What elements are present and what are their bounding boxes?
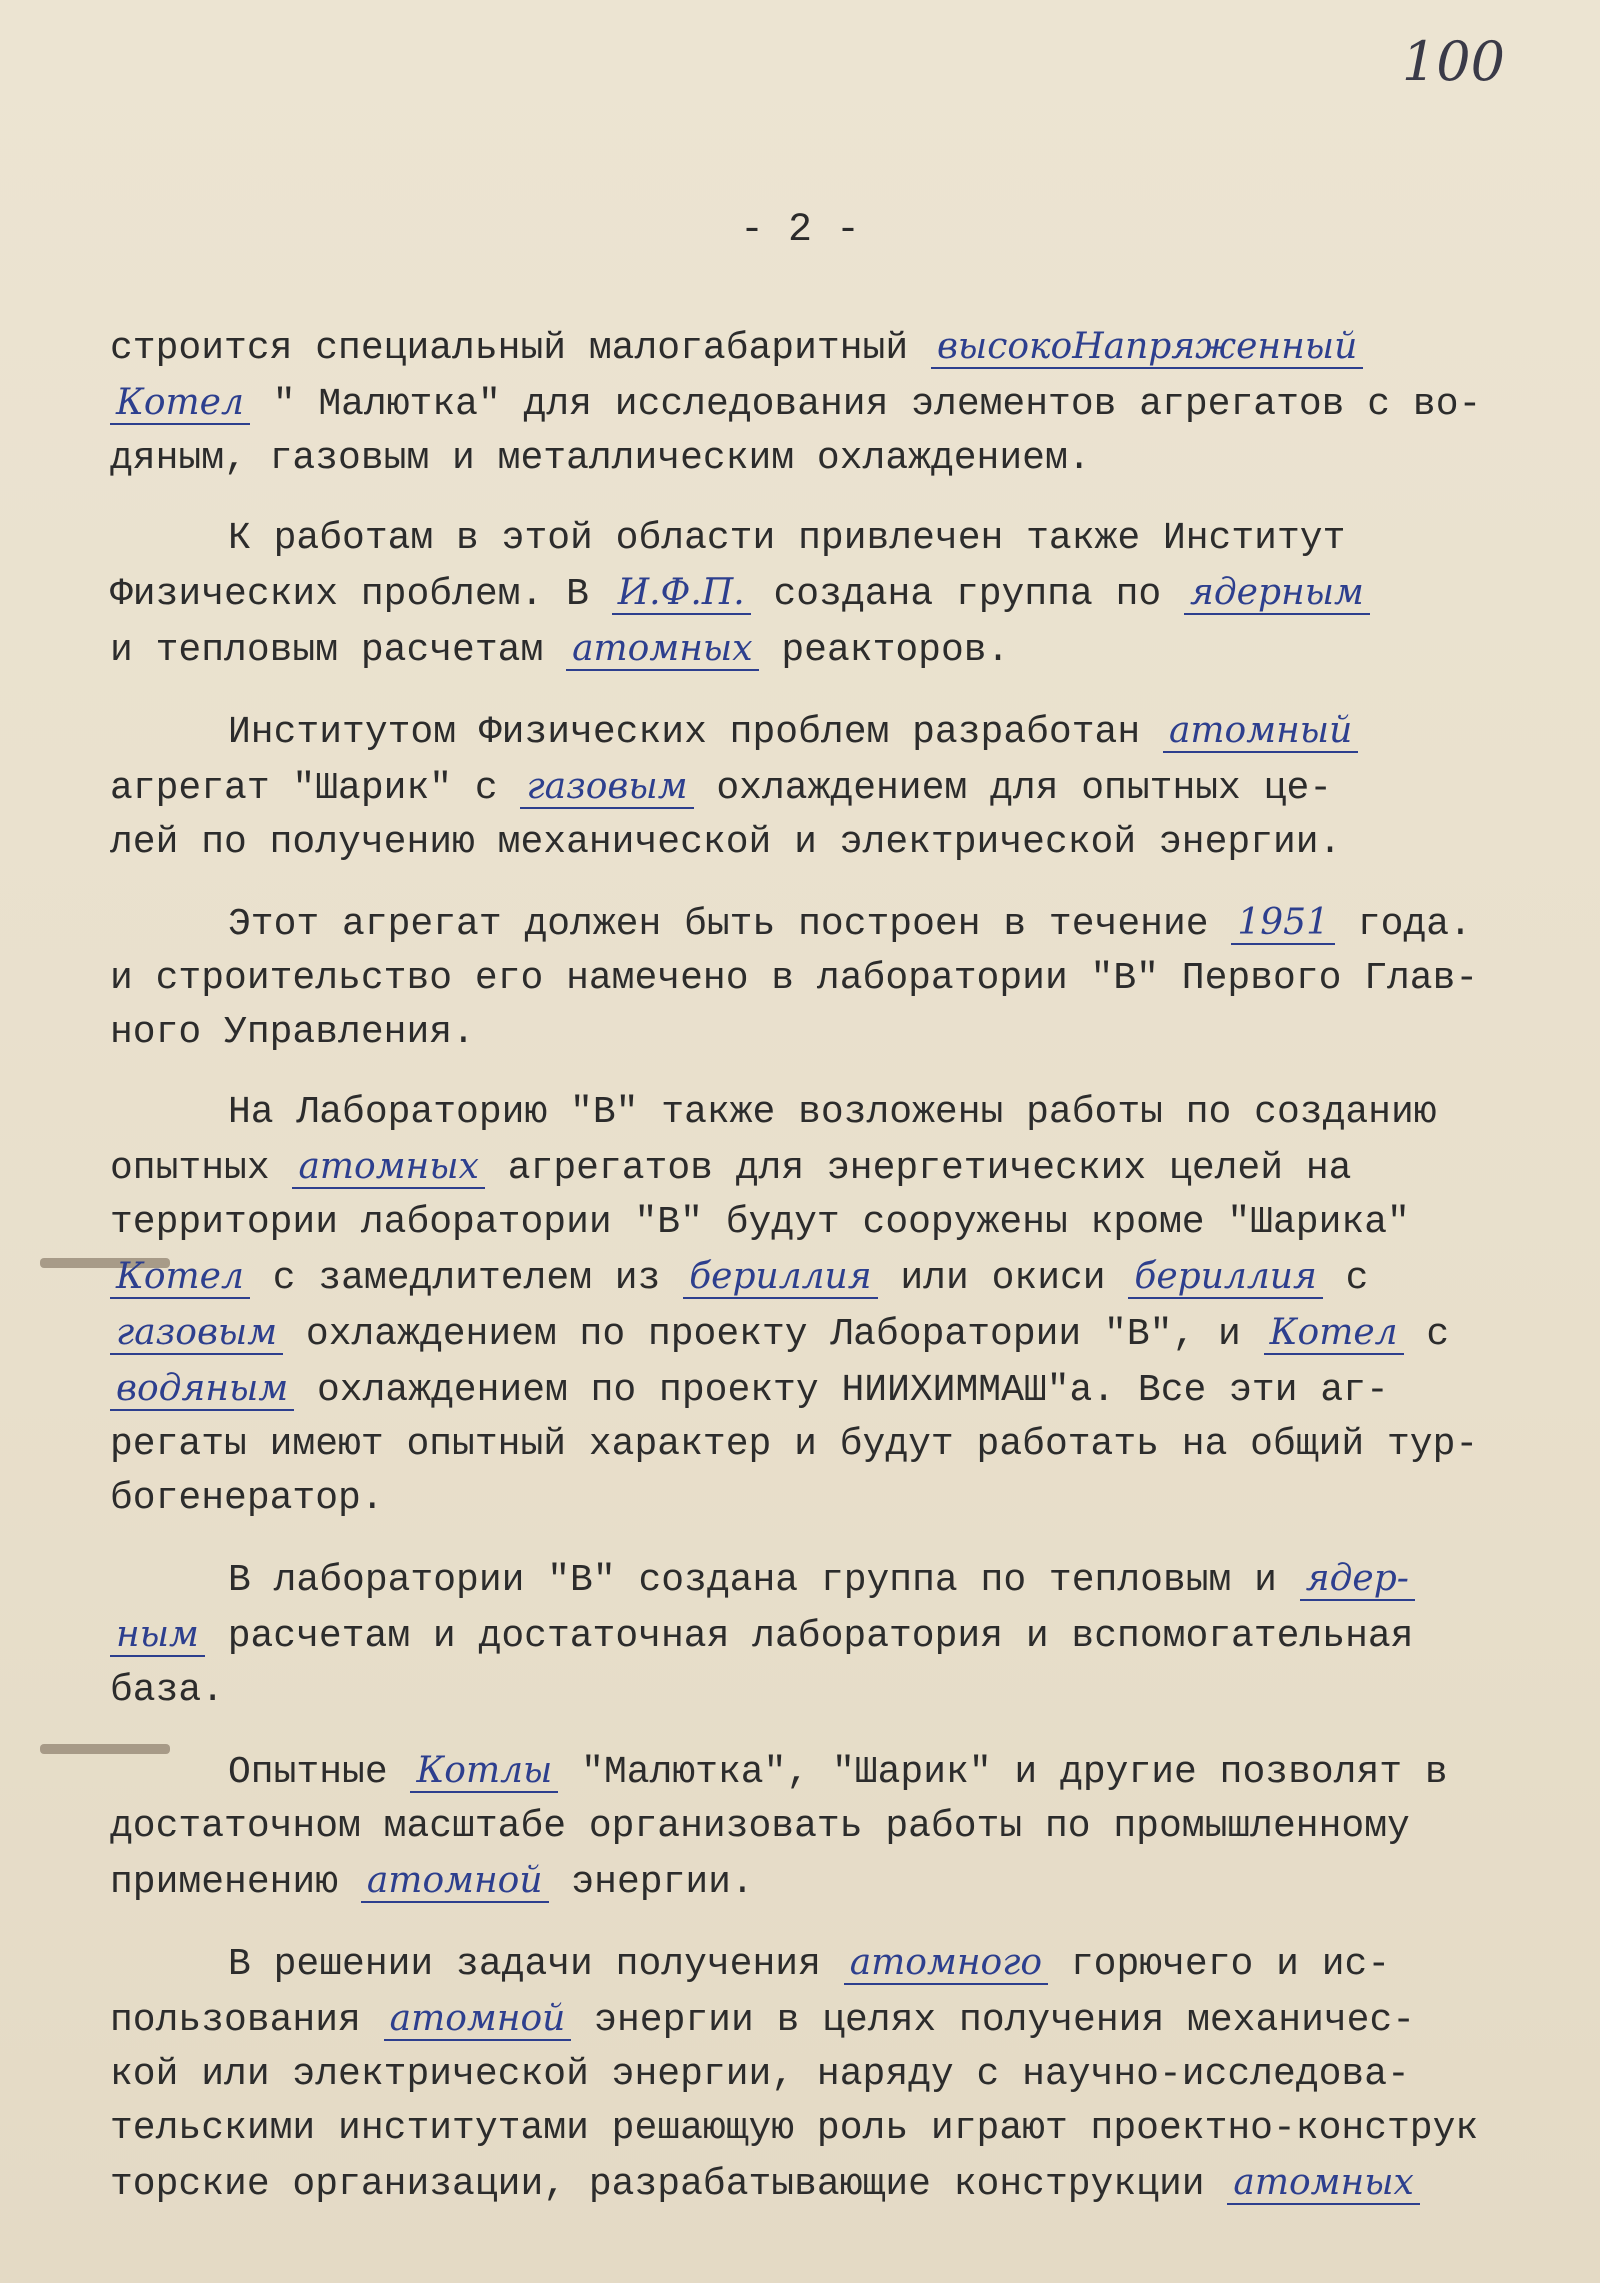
- typed-text: На Лабораторию "В" также возложены работы по созданию: [228, 1091, 1437, 1134]
- text-line: [110, 566, 1580, 622]
- text-line: [110, 1608, 1580, 1664]
- typed-text: реакторов.: [758, 629, 1010, 672]
- paragraph: [110, 320, 1580, 486]
- handwritten-insert: Котел: [110, 382, 250, 425]
- handwritten-insert: атомных: [1227, 2162, 1419, 2205]
- typed-text: регаты имеют опытный характер и будут работать на общий тур-: [110, 1423, 1479, 1466]
- paragraph: [110, 1936, 1580, 2212]
- text-line: [110, 1936, 1580, 1992]
- typed-text: с: [1322, 1257, 1369, 1300]
- handwritten-insert: атомных: [566, 628, 758, 671]
- text-line: [110, 512, 1580, 566]
- typed-text: В лаборатории "В" создана группа по тепловым и: [228, 1559, 1300, 1602]
- text-line: [110, 1250, 1580, 1306]
- typed-text: достаточном масштабе организовать работы по промышленному: [110, 1805, 1410, 1848]
- page-number: - 2 -: [739, 208, 861, 253]
- text-line: [110, 1800, 1580, 1854]
- text-line: [110, 2048, 1580, 2102]
- text-line: [110, 1854, 1580, 1910]
- text-line: [110, 1418, 1580, 1472]
- text-line: [110, 1006, 1580, 1060]
- handwritten-insert: газовым: [520, 766, 693, 809]
- typed-text: ного Управления.: [110, 1011, 475, 1054]
- typed-text: расчетам и достаточная лаборатория и вспомогательная: [204, 1615, 1414, 1658]
- typed-text: тельскими институтами решающую роль играют проектно-конструк: [110, 2107, 1479, 2150]
- typed-text: охлаждением по проекту Лаборатории "В", и: [283, 1313, 1264, 1356]
- handwritten-insert: ным: [110, 1614, 205, 1657]
- typed-text: пользования: [110, 1999, 384, 2042]
- text-line: [110, 320, 1580, 376]
- typed-text: дяным, газовым и металлическим охлаждением.: [110, 437, 1091, 480]
- handwritten-insert: газовым: [110, 1312, 283, 1355]
- paragraph: [110, 512, 1580, 678]
- typed-text: богенератор.: [110, 1477, 384, 1520]
- typed-text: с: [1403, 1313, 1450, 1356]
- text-line: [110, 896, 1580, 952]
- text-line: [110, 1196, 1580, 1250]
- handwritten-insert: высокоНапряженный: [931, 326, 1363, 369]
- text-line: [110, 1362, 1580, 1418]
- paragraph: [110, 896, 1580, 1060]
- paragraph: [110, 704, 1580, 870]
- text-line: [110, 1306, 1580, 1362]
- typed-text: и тепловым расчетам: [110, 629, 567, 672]
- typed-text: опытных: [110, 1147, 293, 1190]
- handwritten-insert: атомной: [384, 1998, 572, 2041]
- typed-text: "Малютка", "Шарик" и другие позволят в: [558, 1751, 1448, 1794]
- typed-text: и строительство его намечено в лаборатории "В" Первого Глав-: [110, 957, 1479, 1000]
- typed-text: энергии в целях получения механичес-: [571, 1999, 1416, 2042]
- handwritten-insert: ядер-: [1300, 1558, 1415, 1601]
- typed-body: [110, 320, 1580, 2238]
- typed-text: или окиси: [877, 1257, 1129, 1300]
- handwritten-insert: атомных: [292, 1146, 484, 1189]
- text-line: [110, 376, 1580, 432]
- typed-text: создана группа по: [750, 573, 1184, 616]
- typed-text: территории лаборатории "В" будут сооружены кроме "Шарика": [110, 1201, 1410, 1244]
- text-line: [110, 432, 1580, 486]
- handwritten-insert: ядерным: [1184, 572, 1370, 615]
- handwritten-insert: И.Ф.П.: [612, 572, 751, 615]
- text-line: [110, 952, 1580, 1006]
- handwritten-insert: бериллия: [683, 1256, 877, 1299]
- typed-text: применению: [110, 1861, 361, 1904]
- typed-text: кой или электрической энергии, наряду с научно-исследова-: [110, 2053, 1410, 2096]
- handwritten-insert: атомный: [1163, 710, 1358, 753]
- typed-text: лей по получению механической и электрической энергии.: [110, 821, 1342, 864]
- text-line: [110, 704, 1580, 760]
- text-line: [110, 1472, 1580, 1526]
- paragraph: [110, 1744, 1580, 1910]
- handwritten-insert: водяным: [110, 1368, 294, 1411]
- text-line: [110, 622, 1580, 678]
- typed-text: Физических проблем. В: [110, 573, 612, 616]
- text-line: [110, 1140, 1580, 1196]
- typed-text: охлаждением по проекту НИИХИММАШ"а. Все эти аг-: [294, 1369, 1389, 1412]
- typed-text: горючего и ис-: [1048, 1943, 1391, 1986]
- handwritten-insert: Котел: [1264, 1312, 1404, 1355]
- typed-text: база.: [110, 1669, 225, 1712]
- typed-text: Институтом Физических проблем разработан: [228, 711, 1163, 754]
- typed-text: К работам в этой области привлечен также Институт: [228, 517, 1346, 560]
- text-line: [110, 1552, 1580, 1608]
- typed-text: " Малютка" для исследования элементов агрегатов с во-: [249, 383, 1482, 426]
- typed-text: агрегатов для энергетических целей на: [484, 1147, 1352, 1190]
- handwritten-insert: Котел: [110, 1256, 250, 1299]
- typed-text: В решении задачи получения: [228, 1943, 844, 1986]
- typed-text: Опытные: [228, 1751, 411, 1794]
- text-line: [110, 2156, 1580, 2212]
- handwritten-insert: атомного: [844, 1942, 1048, 1985]
- folio-number: 100: [1401, 30, 1505, 93]
- text-line: [110, 816, 1580, 870]
- text-line: [110, 1744, 1580, 1800]
- typed-text: строится специальный малогабаритный: [110, 327, 931, 370]
- handwritten-insert: 1951: [1231, 902, 1335, 945]
- paragraph: [110, 1552, 1580, 1718]
- text-line: [110, 760, 1580, 816]
- typed-text: энергии.: [548, 1861, 754, 1904]
- typed-text: торские организации, разрабатывающие конструкции: [110, 2163, 1228, 2206]
- typed-text: Этот агрегат должен быть построен в течение: [228, 903, 1232, 946]
- text-line: [110, 1664, 1580, 1718]
- handwritten-insert: бериллия: [1128, 1256, 1322, 1299]
- handwritten-insert: Котлы: [410, 1750, 558, 1793]
- typed-text: года.: [1335, 903, 1472, 946]
- handwritten-insert: атомной: [361, 1860, 549, 1903]
- paragraph: [110, 1086, 1580, 1526]
- text-line: [110, 2102, 1580, 2156]
- typed-text: охлаждением для опытных це-: [693, 767, 1333, 810]
- text-line: [110, 1086, 1580, 1140]
- text-line: [110, 1992, 1580, 2048]
- typed-text: агрегат "Шарик" с: [110, 767, 521, 810]
- typed-text: с замедлителем из: [249, 1257, 684, 1300]
